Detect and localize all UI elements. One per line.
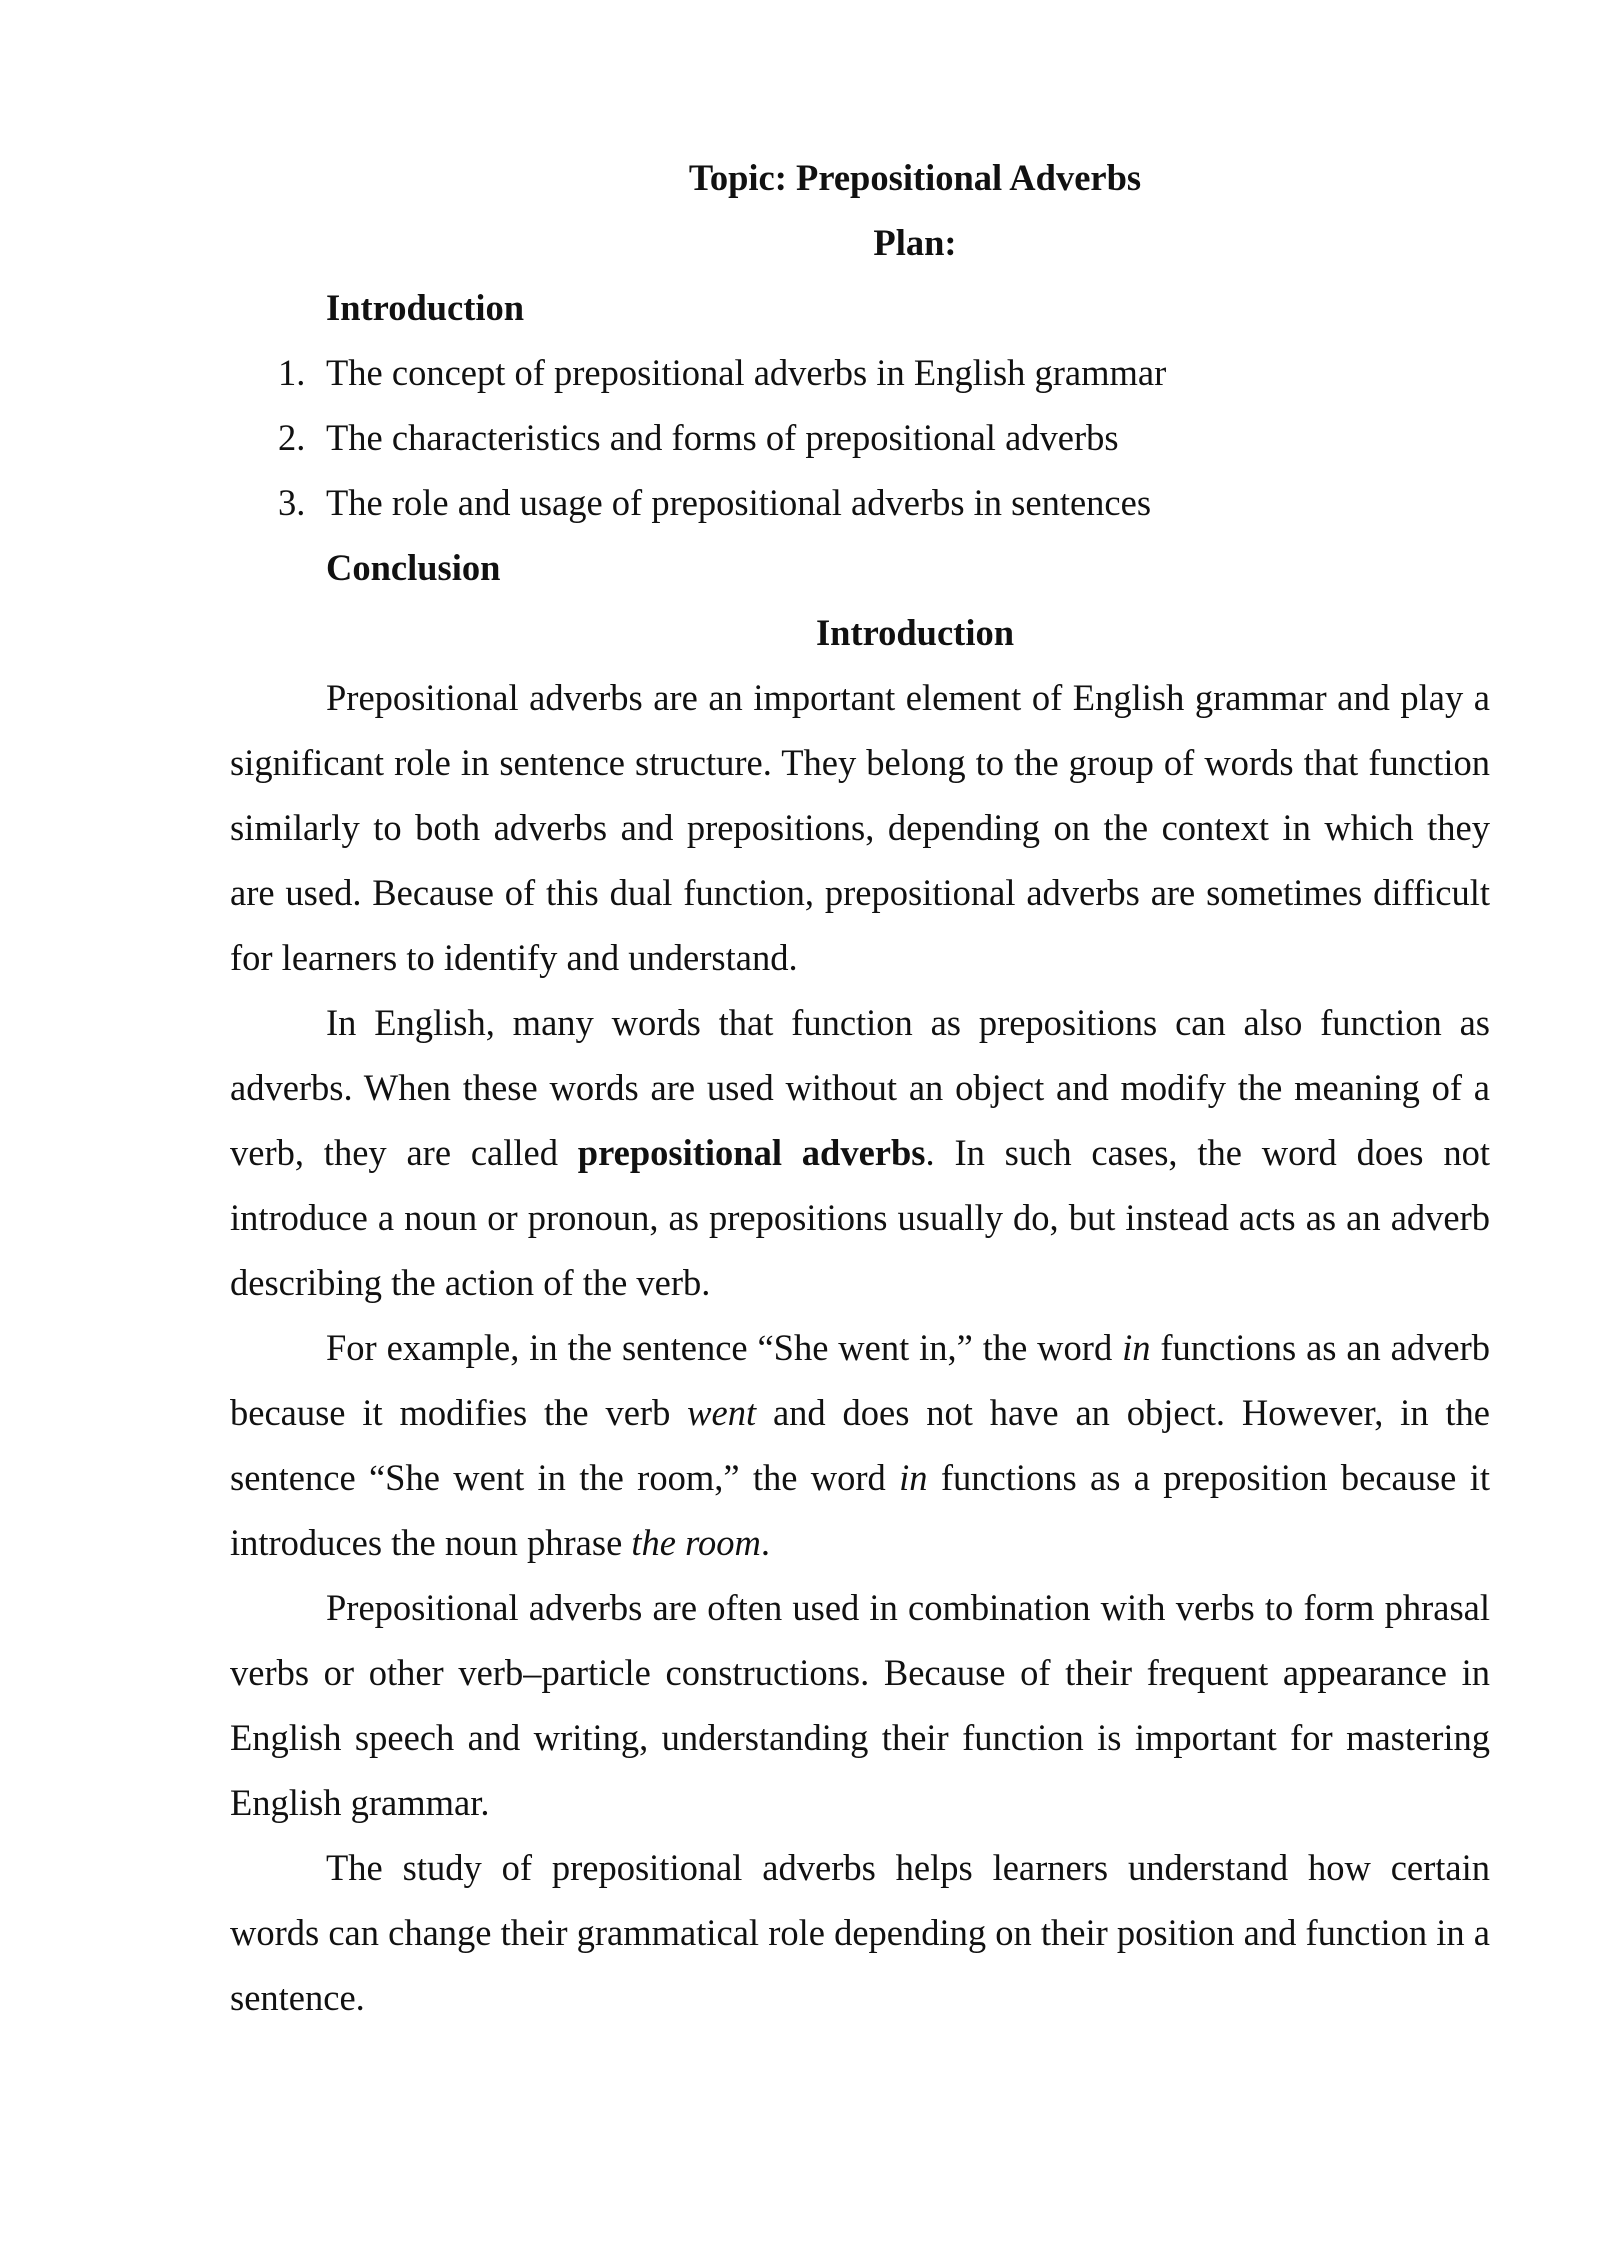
section-heading-introduction: Introduction	[815, 612, 1015, 653]
document-title: Topic: Prepositional Adverbs	[688, 157, 1142, 198]
paragraph-2-bold-term: prepositional adverbs	[577, 1132, 926, 1173]
paragraph-3-text-e: and does not have an object. However, in the sentence “She went in the room,” the word	[230, 1392, 1490, 1498]
paragraph-4: Prepositional adverbs are often used in combination with verbs to form phrasal verbs or other verb–particle constructions. Because of their frequent appearance in English speech and writing, understanding their function is important for mastering English grammar.	[230, 1587, 1490, 1823]
plan-item	[230, 470, 1490, 535]
paragraph-1: Prepositional adverbs are an important element of English grammar and play a significant role in sentence structure. They belong to the group of words that function similarly to both adverbs and prepositions, depending on the context in which they are used. Because of this dual function, prepositional adverbs are sometimes difficult for learners to identify and understand.	[230, 677, 1490, 978]
plan-item	[230, 405, 1490, 470]
plan-introduction-label: Introduction	[326, 287, 525, 328]
plan-item-text: The characteristics and forms of prepositional adverbs	[326, 417, 1119, 458]
paragraph-3	[230, 1315, 1490, 1575]
paragraph-2-text-c: . In such cases, the word does not introduce a noun or pronoun, as prepositions usually do, but instead acts as an adverb describing the action of the verb.	[230, 1132, 1490, 1303]
plan-list	[230, 340, 1490, 535]
paragraph-3-italic-went: went	[687, 1392, 757, 1433]
paragraph-3-italic-in-1: in	[1122, 1327, 1151, 1368]
paragraph-2	[230, 990, 1490, 1315]
paragraph-3-text-c: functions as an adverb because it modifies the verb	[230, 1327, 1490, 1433]
plan-conclusion-label: Conclusion	[326, 547, 501, 588]
plan-item-number: 1.	[278, 352, 306, 393]
paragraph-3-italic-the-room: the room	[631, 1522, 761, 1563]
plan-item	[230, 340, 1490, 405]
plan-item-text: The concept of prepositional adverbs in English grammar	[326, 352, 1167, 393]
document-body	[230, 145, 1490, 2030]
paragraph-3-text-a: For example, in the sentence “She went in,” the word	[326, 1327, 1123, 1368]
plan-item-text: The role and usage of prepositional adverbs in sentences	[326, 482, 1152, 523]
plan-item-number: 2.	[278, 417, 306, 458]
paragraph-3-text-i: .	[760, 1522, 770, 1563]
paragraph-3-italic-in-2: in	[899, 1457, 928, 1498]
paragraph-5: The study of prepositional adverbs helps learners understand how certain words can change their grammatical role depending on their position and function in a sentence.	[230, 1847, 1490, 2018]
paragraph-3-text-g: functions as a preposition because it introduces the noun phrase	[230, 1457, 1490, 1563]
paragraph-2-text-a: In English, many words that function as prepositions can also function as adverbs. When these words are used without an object and modify the meaning of a verb, they are called	[230, 1002, 1490, 1173]
plan-item-number: 3.	[278, 482, 306, 523]
plan-heading: Plan:	[873, 222, 957, 263]
